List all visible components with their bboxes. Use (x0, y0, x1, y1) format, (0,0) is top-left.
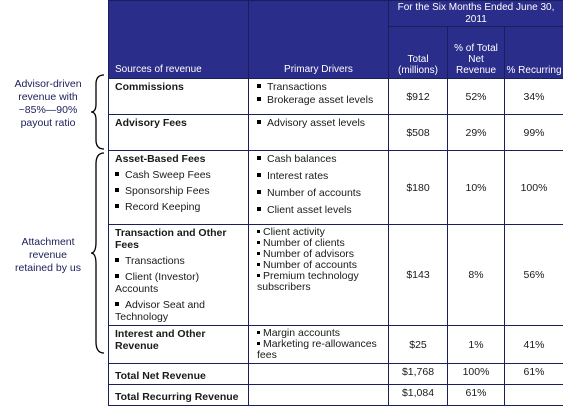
attachment-line-1: Attachment (0, 236, 96, 249)
advisor-driven-label (0, 78, 96, 130)
subitem (115, 271, 244, 295)
total-label: Total Recurring Revenue (109, 385, 249, 406)
empty-cell (249, 364, 389, 385)
drivers-cell (249, 151, 389, 225)
subitem-text: Sponsorship Fees (125, 185, 210, 197)
driver-text: Advisory asset levels (267, 117, 365, 129)
total-value: $508 (389, 115, 448, 151)
driver-item (257, 204, 384, 216)
advisor-line-1: Advisor-driven (0, 78, 96, 91)
driver-item (257, 94, 384, 106)
driver-item (257, 81, 384, 93)
source-cell (109, 151, 249, 225)
col-header-drivers: Primary Drivers (249, 64, 388, 78)
subitem (115, 185, 244, 197)
subitem-text: Record Keeping (125, 201, 200, 213)
driver-text: Interest rates (267, 170, 328, 182)
table-row (109, 326, 563, 364)
subitem-text: Advisor Seat and Technology (115, 299, 205, 323)
advisor-line-2: revenue with (0, 91, 96, 104)
advisor-line-3: ~85%—90% (0, 104, 96, 117)
subitem (115, 255, 244, 267)
driver-text: Premium technology subscribers (257, 270, 359, 293)
source-cell (109, 225, 249, 326)
pct-net-value: 52% (448, 79, 505, 115)
driver-text: Marketing re-allowances fees (257, 338, 377, 361)
attachment-line-3: retained by us (0, 262, 96, 275)
total-value: $1,768 (389, 364, 448, 385)
col-header-drivers-cell (249, 1, 389, 79)
subitem (115, 201, 244, 213)
col-header-pct-net: % of Total Net Revenue (448, 27, 505, 79)
drivers-cell (249, 326, 389, 364)
col-header-source-cell (109, 1, 249, 79)
total-value: $25 (389, 326, 448, 364)
bullet-icon (257, 241, 260, 244)
driver-text: Number of advisors (263, 248, 354, 260)
source-label: Commissions (115, 81, 184, 93)
driver-text: Number of clients (263, 237, 345, 249)
bullet-icon (257, 97, 261, 101)
pct-recurring-value: 100% (505, 151, 563, 225)
pct-net-value: 1% (448, 326, 505, 364)
bullet-icon (257, 190, 261, 194)
driver-item (257, 271, 384, 293)
advisor-line-4: payout ratio (0, 117, 96, 130)
table-row (109, 151, 563, 225)
pct-recurring-value: 61% (505, 364, 563, 385)
col-header-total: Total (millions) (389, 27, 448, 79)
pct-recurring-value: 41% (505, 326, 563, 364)
subitem-text: Transactions (125, 255, 185, 267)
pct-recurring-value: 34% (505, 79, 563, 115)
subitem (115, 299, 244, 323)
source-cell (109, 115, 249, 151)
pct-net-value: 61% (448, 385, 505, 406)
pct-net-value: 29% (448, 115, 505, 151)
empty-cell (249, 385, 389, 406)
attachment-line-2: revenue (0, 249, 96, 262)
attachment-brace (90, 152, 106, 354)
total-row (109, 364, 563, 385)
bullet-icon (115, 258, 119, 262)
bullet-icon (257, 173, 261, 177)
pct-net-value: 100% (448, 364, 505, 385)
total-value: $1,084 (389, 385, 448, 406)
attachment-revenue-label (0, 236, 96, 275)
driver-text: Client asset levels (267, 204, 352, 216)
bullet-icon (257, 263, 260, 266)
col-header-source: Sources of revenue (109, 64, 248, 78)
period-header: For the Six Months Ended June 30, 2011 (389, 1, 563, 27)
pct-recurring-value: 56% (505, 225, 563, 326)
source-label: Advisory Fees (115, 117, 187, 129)
table-row (109, 79, 563, 115)
source-cell (109, 326, 249, 364)
driver-item (257, 153, 384, 165)
driver-item (257, 170, 384, 182)
col-header-pct-recurring: % Recurring (505, 27, 563, 79)
drivers-cell (249, 115, 389, 151)
bullet-icon (257, 156, 261, 160)
source-label: Interest and Other Revenue (115, 328, 205, 352)
bullet-icon (257, 84, 261, 88)
table-row (109, 225, 563, 326)
source-cell (109, 79, 249, 115)
bullet-icon (257, 252, 260, 255)
total-value: $180 (389, 151, 448, 225)
bullet-icon (115, 172, 119, 176)
bullet-icon (115, 188, 119, 192)
subitem-text: Client (Investor) Accounts (115, 271, 199, 295)
subitem-text: Cash Sweep Fees (125, 169, 211, 181)
drivers-cell (249, 225, 389, 326)
bullet-icon (257, 342, 260, 345)
total-row (109, 385, 563, 406)
total-value: $143 (389, 225, 448, 326)
driver-text: Transactions (267, 81, 327, 93)
driver-item (257, 117, 384, 129)
source-label: Transaction and Other Fees (115, 227, 226, 251)
bullet-icon (257, 331, 260, 334)
driver-text: Cash balances (267, 153, 336, 165)
bullet-icon (115, 274, 119, 278)
driver-text: Margin accounts (263, 327, 340, 339)
bullet-icon (257, 274, 260, 277)
bullet-icon (115, 204, 119, 208)
bullet-icon (115, 302, 119, 306)
driver-text: Client activity (263, 226, 325, 238)
total-label: Total Net Revenue (109, 364, 249, 385)
header-row-period (109, 1, 563, 27)
driver-text: Brokerage asset levels (267, 94, 373, 106)
table-row (109, 115, 563, 151)
pct-recurring-value (505, 385, 563, 406)
total-value: $912 (389, 79, 448, 115)
pct-net-value: 8% (448, 225, 505, 326)
bullet-icon (257, 207, 261, 211)
advisor-brace (90, 74, 106, 150)
subitem (115, 169, 244, 181)
driver-item (257, 187, 384, 199)
pct-net-value: 10% (448, 151, 505, 225)
driver-item (257, 339, 384, 361)
bullet-icon (257, 120, 261, 124)
driver-text: Number of accounts (263, 259, 357, 271)
driver-text: Number of accounts (267, 187, 361, 199)
revenue-table (108, 0, 563, 406)
pct-recurring-value: 99% (505, 115, 563, 151)
bullet-icon (257, 230, 260, 233)
source-label: Asset-Based Fees (115, 153, 205, 165)
drivers-cell (249, 79, 389, 115)
